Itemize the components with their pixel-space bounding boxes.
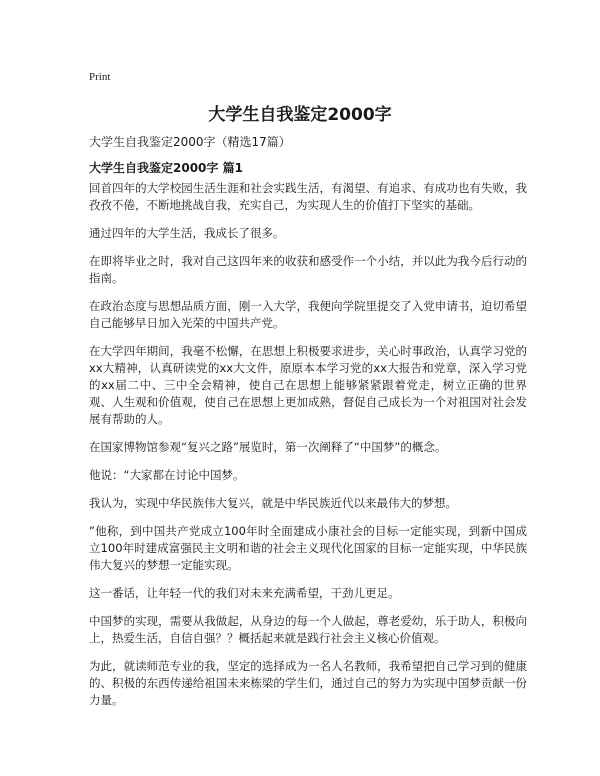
paragraph: 我认为，实现中华民族伟大复兴，就是中华民族近代以来最伟大的梦想。 <box>89 496 457 510</box>
article-body <box>89 180 527 720</box>
section-heading: 大学生自我鉴定2000字 篇1 <box>89 161 243 175</box>
paragraph: 在即将毕业之时，我对自己这四年来的收获和感受作一个小结，并以此为我今后行动的指南。 <box>89 254 527 285</box>
paragraph: 在国家博物馆参观“复兴之路”展览时，第一次阐释了“中国梦”的概念。 <box>89 440 447 454</box>
document-subtitle: 大学生自我鉴定2000字（精选17篇） <box>89 135 291 149</box>
paragraph: 通过四年的大学生活，我成长了很多。 <box>89 226 285 240</box>
paragraph: 回首四年的大学校园生活生涯和社会实践生活，有渴望、有追求、有成功也有失败，我孜孜不倦，不断地挑战自我，充实自己，为实现人生的价值打下坚实的基础。 <box>89 181 527 212</box>
paragraph: 为此，就读师范专业的我，坚定的选择成为一名人名教师，我希望把自己学习到的健康的、积极的东西传递给祖国未来栋梁的学生们，通过自己的努力为实现中国梦贡献一份力量。 <box>89 659 527 707</box>
paragraph: ”他称，到中国共产党成立100年时全面建成小康社会的目标一定能实现，到新中国成立100年时建成富强民主文明和谐的社会主义现代化国家的目标一定能实现，中华民族伟大复兴的梦想一定能实现。 <box>89 524 527 572</box>
paragraph: 中国梦的实现，需要从我做起，从身边的每一个人做起，尊老爱幼，乐于助人，积极向上，热爱生活，自信自强？？概括起来就是践行社会主义核心价值观。 <box>89 614 527 645</box>
paragraph: 在政治态度与思想品质方面，刚一入大学，我便向学院里提交了入党申请书，迫切希望自己能够早日加入光荣的中国共产党。 <box>89 299 527 330</box>
paragraph: 在大学四年期间，我毫不松懈，在思想上积极要求进步，关心时事政治，认真学习党的xx大精神，认真研读党的xx大文件，原原本本学习党的xx大报告和党章，深入学习党的xx届二中、三中全会精神，使自己在思想上能够紧紧跟着党走，树立正确的世界观、人生观和价值观，使自己在思想上更加成熟，督促自己成长为一个对祖国对社会发展有帮助的人。 <box>89 344 527 426</box>
page-title: 大学生自我鉴定2000字 <box>208 105 392 125</box>
paragraph: 他说：“大家都在讨论中国梦。 <box>89 468 245 482</box>
paragraph: 这一番话，让年轻一代的我们对未来充满希望，干劲儿更足。 <box>89 586 400 600</box>
print-label: Print <box>89 71 111 83</box>
